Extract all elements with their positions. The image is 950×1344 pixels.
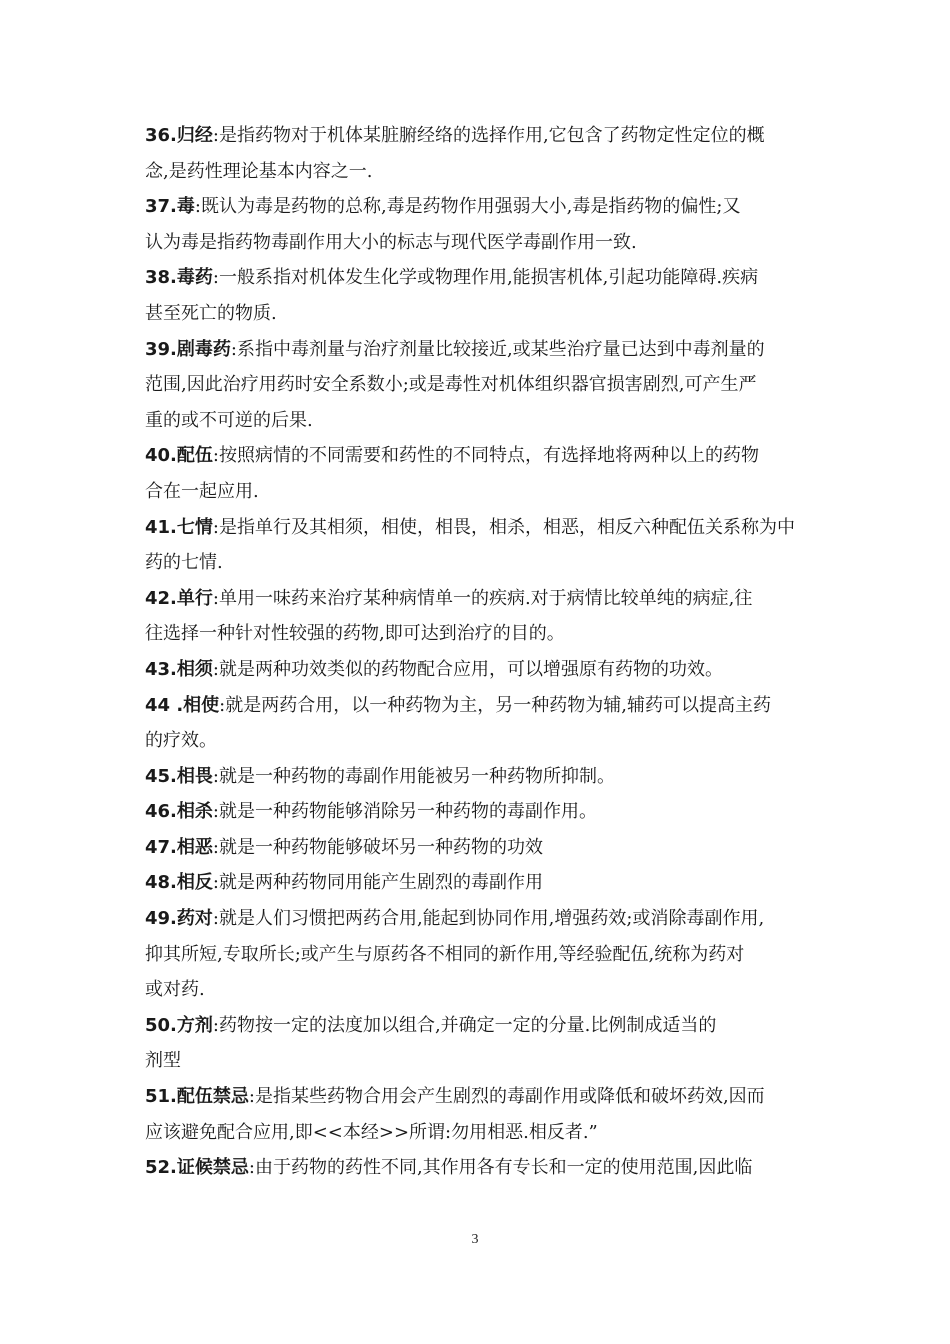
entry-line xyxy=(145,296,815,332)
entry-term: 43.相须 xyxy=(145,658,213,680)
document-body xyxy=(145,118,815,1186)
entry-line xyxy=(145,154,815,190)
glossary-entry xyxy=(145,1008,815,1079)
entry-term: 48.相反 xyxy=(145,872,213,894)
entry-text: :药物按一定的法度加以组合,并确定一定的分量.比例制成适当的 xyxy=(212,1014,717,1036)
entry-term: 36.归经 xyxy=(145,125,213,146)
entry-term: 39.剧毒药 xyxy=(145,338,231,360)
entry-text: 重的或不可逆的后果. xyxy=(145,409,313,431)
entry-text: :就是一种药物能够破坏另一种药物的功效 xyxy=(212,836,543,858)
entry-text: 剂型 xyxy=(145,1050,181,1072)
entry-text: :单用一味药来治疗某种病情单一的疾病.对于病情比较单纯的病症,往 xyxy=(212,587,753,609)
entry-text: :按照病情的不同需要和药性的不同特点，有选择地将两种以上的药物 xyxy=(212,445,759,467)
entry-line xyxy=(145,1079,815,1115)
glossary-entry xyxy=(145,688,815,759)
entry-text: 药的七情. xyxy=(145,552,223,574)
entry-text: :由于药物的药性不同,其作用各有专长和一定的使用范围,因此临 xyxy=(248,1157,753,1179)
entry-line xyxy=(145,794,815,830)
entry-text: 认为毒是指药物毒副作用大小的标志与现代医学毒副作用一致. xyxy=(145,231,637,253)
entry-text: :就是两药合用，以一种药物为主，另一种药物为辅,辅药可以提高主药 xyxy=(219,694,771,716)
entry-line xyxy=(145,367,815,403)
entry-line xyxy=(145,474,815,510)
entry-term: 40.配伍 xyxy=(145,445,213,467)
entry-text: 的疗效。 xyxy=(145,730,217,752)
entry-term: 37.毒 xyxy=(145,196,195,218)
entry-term: 41.七情 xyxy=(145,516,213,538)
entry-line xyxy=(145,759,815,795)
entry-term: 46.相杀 xyxy=(145,801,213,823)
entry-term: 44 .相使 xyxy=(145,694,220,716)
entry-text: :就是两种药物同用能产生剧烈的毒副作用 xyxy=(212,872,543,894)
entry-line xyxy=(145,937,815,973)
entry-term: 52.证候禁忌 xyxy=(145,1157,249,1179)
entry-line xyxy=(145,1008,815,1044)
entry-text: :既认为毒是药物的总称,毒是药物作用强弱大小,毒是指药物的偏性;又 xyxy=(194,196,741,218)
entry-text: 范围,因此治疗用药时安全系数小;或是毒性对机体组织器官损害剧烈,可产生严 xyxy=(145,374,757,396)
entry-line xyxy=(145,581,815,617)
glossary-entry xyxy=(145,1079,815,1150)
entry-line xyxy=(145,118,815,154)
entry-line xyxy=(145,688,815,724)
glossary-entry xyxy=(145,652,815,688)
glossary-entry xyxy=(145,438,815,509)
entry-line xyxy=(145,830,815,866)
entry-line xyxy=(145,723,815,759)
entry-text: 应该避免配合应用,即<<本经>>所谓:勿用相恶.相反者.” xyxy=(145,1121,598,1143)
entry-line xyxy=(145,1150,815,1186)
entry-line xyxy=(145,1043,815,1079)
entry-text: 抑其所短,专取所长;或产生与原药各不相同的新作用,等经验配伍,统称为药对 xyxy=(145,943,745,965)
glossary-entry xyxy=(145,1150,815,1186)
entry-line xyxy=(145,438,815,474)
entry-text: :是指药物对于机体某脏腑经络的选择作用,它包含了药物定性定位的概 xyxy=(212,125,765,146)
entry-line xyxy=(145,652,815,688)
entry-term: 45.相畏 xyxy=(145,765,213,787)
entry-line xyxy=(145,260,815,296)
glossary-entry xyxy=(145,260,815,331)
glossary-entry xyxy=(145,118,815,189)
entry-line xyxy=(145,901,815,937)
entry-text: :是指某些药物合用会产生剧烈的毒副作用或降低和破坏药效,因而 xyxy=(248,1086,765,1108)
entry-line xyxy=(145,972,815,1008)
glossary-entry xyxy=(145,189,815,260)
glossary-entry xyxy=(145,332,815,439)
entry-line xyxy=(145,225,815,261)
entry-text: :就是一种药物能够消除另一种药物的毒副作用。 xyxy=(212,801,597,823)
entry-text: :一般系指对机体发生化学或物理作用,能损害机体,引起功能障碍.疾病 xyxy=(212,267,759,289)
entry-term: 47.相恶 xyxy=(145,836,213,858)
entry-text: :是指单行及其相须，相使，相畏，相杀，相恶，相反六种配伍关系称为中 xyxy=(212,516,795,538)
entry-text: 甚至死亡的物质. xyxy=(145,302,277,324)
entry-line xyxy=(145,616,815,652)
entry-line xyxy=(145,403,815,439)
entry-text: :就是两种功效类似的药物配合应用，可以增强原有药物的功效。 xyxy=(212,658,723,680)
entry-line xyxy=(145,189,815,225)
glossary-entry xyxy=(145,759,815,795)
entry-text: :就是人们习惯把两药合用,能起到协同作用,增强药效;或消除毒副作用, xyxy=(212,908,765,930)
entry-text: 或对药. xyxy=(145,979,205,1001)
entry-text: :就是一种药物的毒副作用能被另一种药物所抑制。 xyxy=(212,765,615,787)
glossary-entry xyxy=(145,901,815,1008)
entry-text: 念,是药性理论基本内容之一. xyxy=(145,160,373,182)
entry-term: 50.方剂 xyxy=(145,1014,213,1036)
glossary-entry xyxy=(145,865,815,901)
entry-term: 51.配伍禁忌 xyxy=(145,1086,249,1108)
entry-line xyxy=(145,510,815,546)
entry-text: 往选择一种针对性较强的药物,即可达到治疗的目的。 xyxy=(145,623,565,645)
glossary-entry xyxy=(145,830,815,866)
entry-line xyxy=(145,332,815,368)
entry-text: :系指中毒剂量与治疗剂量比较接近,或某些治疗量已达到中毒剂量的 xyxy=(230,338,765,360)
glossary-entry xyxy=(145,794,815,830)
glossary-entry xyxy=(145,581,815,652)
page-number: 3 xyxy=(471,1232,479,1247)
entry-line xyxy=(145,1115,815,1151)
entry-term: 49.药对 xyxy=(145,908,213,930)
glossary-entry xyxy=(145,510,815,581)
entry-term: 38.毒药 xyxy=(145,267,213,289)
entry-text: 合在一起应用. xyxy=(145,480,259,502)
entry-line xyxy=(145,865,815,901)
entry-term: 42.单行 xyxy=(145,587,213,609)
entry-line xyxy=(145,545,815,581)
